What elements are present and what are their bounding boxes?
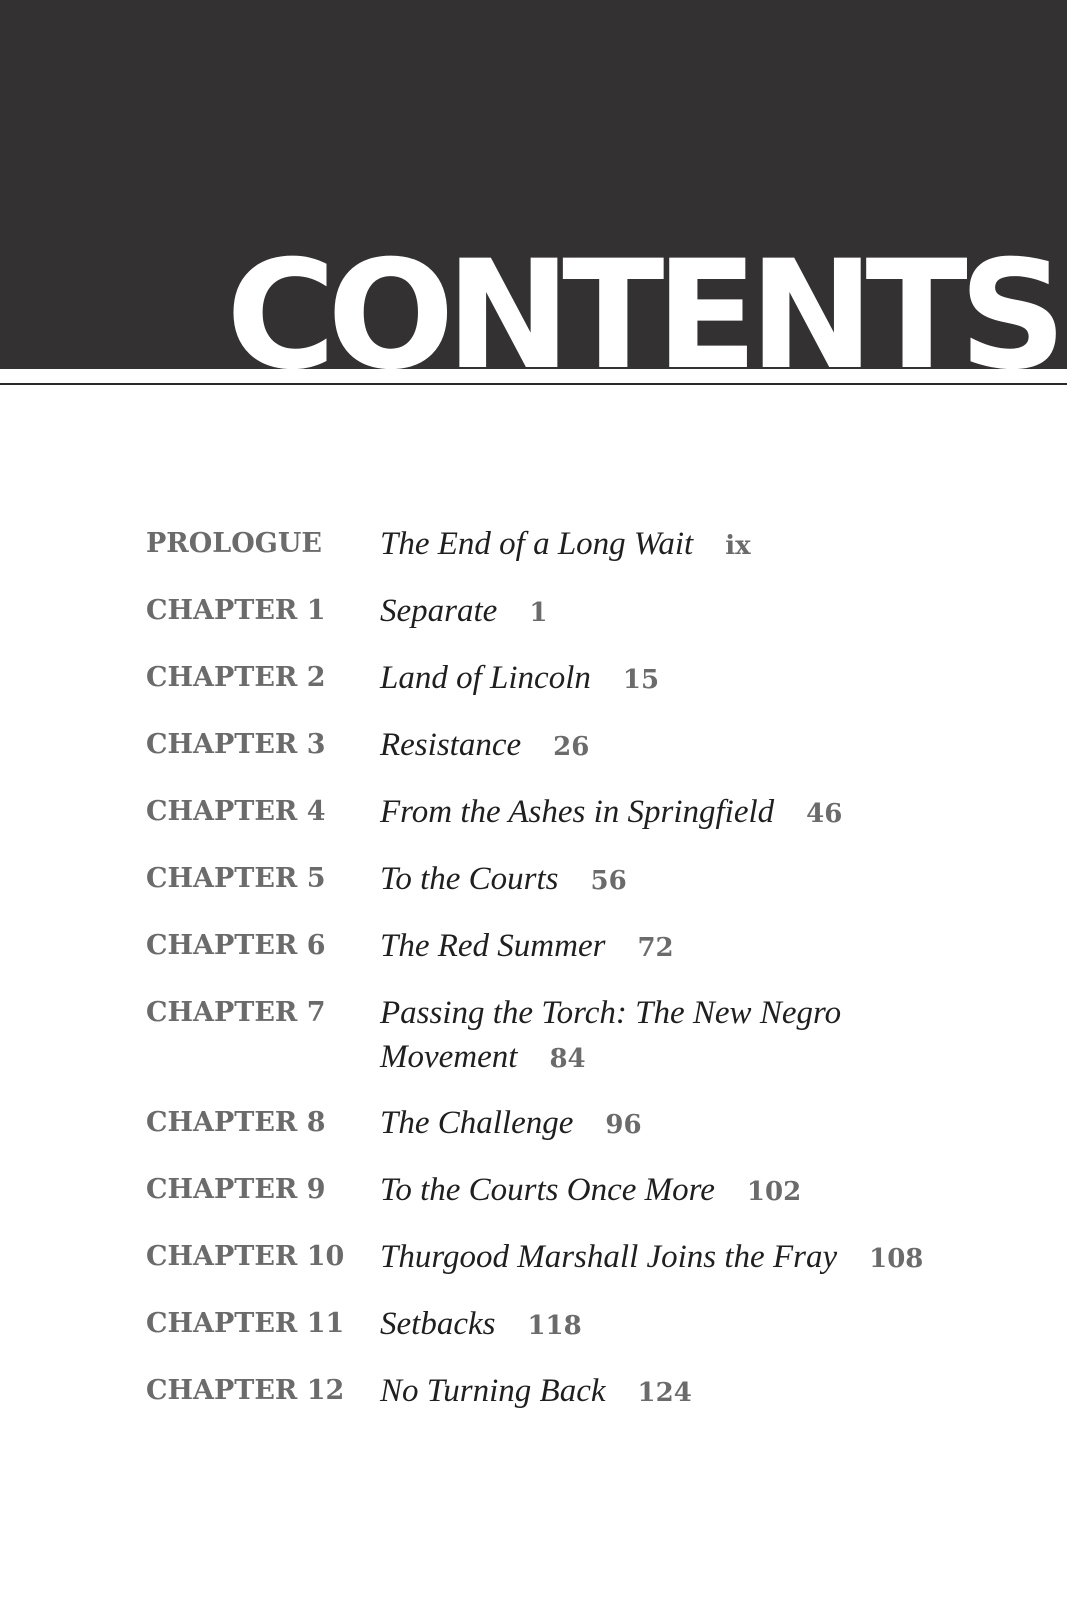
toc-entry-title: Separate	[380, 593, 498, 629]
toc-entry-label: CHAPTER 5	[146, 863, 326, 894]
toc-entry-label: CHAPTER 3	[146, 729, 326, 760]
toc-entry-chapter-10[interactable]	[0, 1235, 1067, 1279]
toc-entry-text	[380, 589, 940, 635]
toc-entry-page: 46	[806, 799, 843, 829]
toc-entry-title: The End of a Long Wait	[380, 526, 694, 562]
toc-entry-prologue[interactable]	[0, 522, 1067, 566]
toc-entry-text	[380, 1369, 940, 1415]
toc-entry-text	[380, 1101, 940, 1147]
toc-entry-title-line2: Movement	[380, 1039, 518, 1075]
toc-entry-label: CHAPTER 12	[146, 1375, 345, 1406]
toc-entry-label: PROLOGUE	[146, 528, 322, 559]
toc-entry-page: 72	[637, 933, 674, 963]
toc-entry-title: No Turning Back	[380, 1373, 606, 1409]
toc-entry-chapter-8[interactable]	[0, 1101, 1067, 1145]
toc-entry-page: 1	[529, 598, 548, 628]
toc-entry-title: Thurgood Marshall Joins the Fray	[380, 1239, 838, 1275]
toc-entry-text	[380, 1302, 940, 1348]
toc-entry-text	[380, 857, 940, 903]
toc-entry-title: To the Courts	[380, 861, 559, 897]
toc-entry-page: 124	[637, 1378, 692, 1408]
toc-entry-page: 15	[622, 665, 660, 695]
toc-entry-chapter-12[interactable]	[0, 1369, 1067, 1413]
toc-entry-label: CHAPTER 4	[146, 796, 326, 827]
toc-entry-title: Resistance	[380, 727, 522, 763]
toc-entry-chapter-11[interactable]	[0, 1302, 1067, 1346]
toc-entry-text	[380, 656, 940, 702]
toc-entry-chapter-6[interactable]	[0, 924, 1067, 968]
toc-entry-label: CHAPTER 10	[146, 1241, 345, 1272]
toc-entry-chapter-4[interactable]	[0, 790, 1067, 834]
toc-entry-label: CHAPTER 1	[146, 595, 326, 626]
toc-entry-label: CHAPTER 2	[146, 662, 326, 693]
toc-entry-text	[380, 924, 940, 970]
toc-entry-chapter-9[interactable]	[0, 1168, 1067, 1212]
toc-entry-title: The Red Summer	[380, 928, 606, 964]
toc-entry-page: ix	[725, 531, 751, 561]
page-title: CONTENTS	[226, 229, 1058, 369]
toc-entry-label: CHAPTER 7	[146, 997, 326, 1028]
toc-entry-text	[380, 1168, 940, 1214]
toc-entry-chapter-5[interactable]	[0, 857, 1067, 901]
toc-entry-text	[380, 1235, 940, 1281]
toc-entry-page: 84	[549, 1044, 586, 1074]
toc-entry-title-line1: Passing the Torch: The New Negro	[380, 995, 842, 1031]
toc-entry-page: 26	[553, 732, 590, 762]
toc-entry-label: CHAPTER 8	[146, 1107, 326, 1138]
toc-entry-label: CHAPTER 11	[146, 1308, 345, 1339]
toc-entry-title: To the Courts Once More	[380, 1172, 715, 1208]
toc-entry-title: Land of Lincoln	[380, 660, 591, 696]
toc-entry-chapter-3[interactable]	[0, 723, 1067, 767]
toc-entry-chapter-1[interactable]	[0, 589, 1067, 633]
toc-entry-text	[380, 790, 940, 836]
toc-entry-title: Setbacks	[380, 1306, 496, 1342]
toc-entry-text	[380, 723, 940, 769]
toc-entry-chapter-7[interactable]	[0, 991, 1067, 1079]
toc-entry-label: CHAPTER 9	[146, 1174, 326, 1205]
toc-entry-page: 108	[869, 1244, 924, 1274]
toc-entry-title: From the Ashes in Springfield	[380, 794, 775, 830]
toc-entry-label: CHAPTER 6	[146, 930, 326, 961]
toc-entry-page: 96	[605, 1110, 642, 1140]
toc-entry-chapter-2[interactable]	[0, 656, 1067, 700]
toc-entry-text	[380, 522, 940, 568]
toc-entry-text	[380, 991, 940, 1081]
toc-entry-title: The Challenge	[380, 1105, 574, 1141]
toc-entry-page: 102	[746, 1177, 802, 1207]
toc-entry-page: 56	[590, 866, 627, 896]
toc-entry-page: 118	[527, 1311, 582, 1341]
